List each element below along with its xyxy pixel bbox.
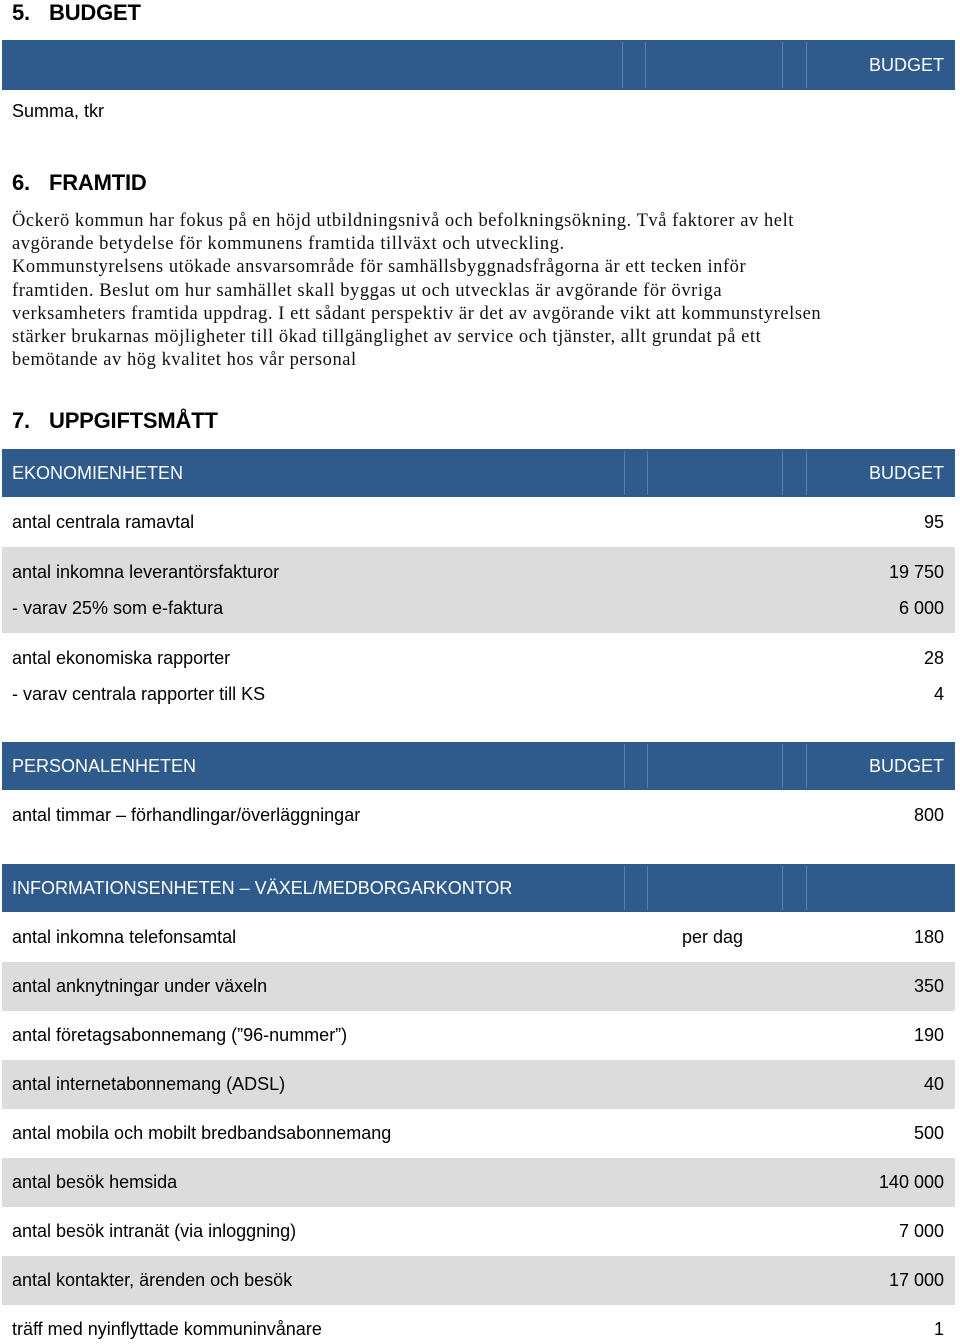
information-header-label: INFORMATIONSENHETEN – VÄXEL/MEDBORGARKONTOR [12,878,513,898]
row-label: antal ekonomiska rapporter [12,648,231,668]
paragraph-line: bemötande av hög kvalitet hos vår personal [12,350,357,371]
row-value: 6 000 [898,598,944,618]
budget-column-label: BUDGET [868,463,944,483]
table-row [2,1256,955,1305]
table-row [2,1158,955,1207]
row-unit: per dag [682,927,744,947]
table-row-group [2,633,955,719]
row-label: antal kontakter, ärenden och besök [12,1270,293,1290]
row-label: antal anknytningar under växeln [12,976,268,996]
row-label: antal besök intranät (via inloggning) [12,1221,297,1241]
budget-table-header [2,40,955,90]
paragraph-line: stärker brukarnas möjligheter till ökad tillgänglighet av service och tjänster, allt grundat på ett [12,327,762,348]
table-row [2,1060,955,1109]
ekonomi-header-label: EKONOMIENHETEN [12,463,184,483]
personal-table-header [2,742,955,790]
row-label: antal centrala ramavtal [12,512,195,532]
table-row [2,497,955,547]
paragraph-line: avgörande betydelse för kommunens framtida tillväxt och utveckling. [12,234,565,255]
row-value: 140 000 [878,1172,944,1192]
section-heading-uppgiftsmatt: 7. UPPGIFTSMÅTT [12,408,218,433]
row-label: antal mobila och mobilt bredbandsabonnemang [12,1123,392,1143]
row-label: antal inkomna telefonsamtal [12,927,237,947]
row-value: 4 [933,684,944,704]
section-heading-framtid: 6. FRAMTID [12,170,147,195]
framtid-paragraph [12,210,947,372]
table-row [2,1207,955,1256]
row-label: antal besök hemsida [12,1172,178,1192]
table-row [2,912,955,962]
section-heading-budget: 5. BUDGET [12,0,141,25]
row-value: 7 000 [898,1221,944,1241]
row-value: 40 [923,1074,944,1094]
row-label: träff med nyinflyttade kommuninvånare [12,1319,322,1339]
budget-sum-row [2,90,955,135]
paragraph-line: Kommunstyrelsens utökade ansvarsområde för samhällsbyggnadsfrågorna är ett tecken inför [12,257,747,278]
row-value: 350 [913,976,944,996]
table-row [2,1109,955,1158]
row-label: - varav 25% som e-faktura [12,598,224,618]
row-value: 180 [913,927,944,947]
table-row [2,790,955,840]
row-value: 17 000 [888,1270,944,1290]
information-table-header [2,864,955,912]
ekonomi-table-header [2,449,955,497]
personal-header-label: PERSONALENHETEN [12,756,197,776]
row-value: 28 [923,648,944,668]
row-value: 1 [933,1319,944,1339]
row-value: 19 750 [888,562,944,582]
row-label: antal inkomna leverantörsfakturor [12,562,280,582]
paragraph-line: Öckerö kommun har fokus på en höjd utbildningsnivå och befolkningsökning. Två faktorer av helt [12,211,794,231]
sum-label: Summa, tkr [12,101,105,121]
paragraph-line: framtiden. Beslut om hur samhället skall byggas ut och utvecklas är avgörande för övriga [12,280,723,301]
row-label: antal timmar – förhandlingar/överläggningar [12,805,361,825]
table-row [2,1305,955,1344]
paragraph-line: verksamheters framtida uppdrag. I ett sådant perspektiv är det av avgörande vikt att kommunstyrelsen [12,303,822,324]
table-row [2,1011,955,1060]
table-row-group [2,547,955,633]
row-value: 500 [913,1123,944,1143]
row-value: 95 [923,512,944,532]
row-label: antal företagsabonnemang (”96-nummer”) [12,1025,348,1045]
row-label: - varav centrala rapporter till KS [12,684,266,704]
budget-column-label: BUDGET [868,756,944,776]
table-row [2,962,955,1011]
row-value: 800 [913,805,944,825]
row-value: 190 [913,1025,944,1045]
row-label: antal internetabonnemang (ADSL) [12,1074,286,1094]
budget-column-label: BUDGET [868,55,944,75]
